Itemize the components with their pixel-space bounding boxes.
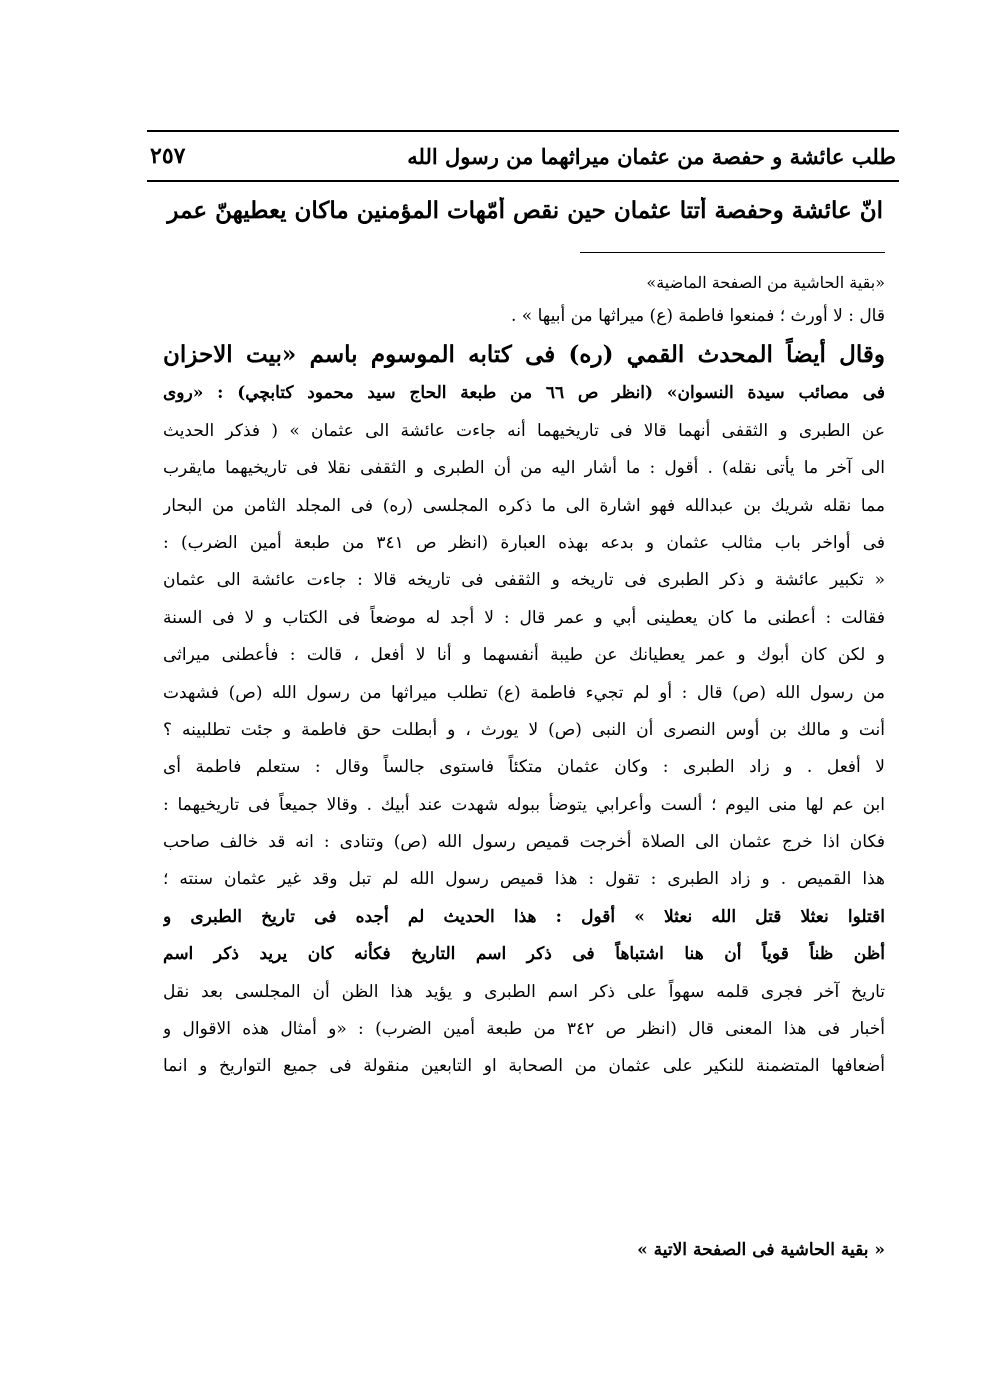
footnote-line: « تكبير عائشة و ذكر الطبرى فى تاريخه و الثقفى فى تاريخه قالا : جاءت عائشة الى عثمان — [163, 570, 885, 591]
footnote-line: فى أواخر باب مثالب عثمان و بدعه بهذه العبارة (انظر ص ٣٤١ من طبعة أمين الضرب) : — [163, 532, 885, 553]
footnote-line: تاريخ آخر فجرى قلمه سهواً على ذكر اسم الطبرى و يؤيد هذا الظن أن المجلسى بعد نقل — [163, 981, 885, 1002]
page-number: ٢٥٧ — [150, 143, 186, 169]
footnote-heading: «بقية الحاشية من الصفحة الماضية» — [646, 273, 885, 292]
footnote-line: مما نقله شريك بن عبدالله فهو اشارة الى ما ذكره المجلسى (ره) فى المجلد الثامن من البحار — [163, 495, 885, 516]
footnote-line: الى آخر ما يأتى نقله) . أقول : ما أشار اليه من أن الطبرى و الثقفى نقلا فى تاريخيهما مايقرب — [163, 458, 885, 479]
footnote-line: من رسول الله (ص) قال : أو لم تجيء فاطمة (ع) تطلب ميراثها من رسول الله (ص) فشهدت — [163, 682, 885, 703]
footnote-separator — [580, 252, 885, 253]
footnote-line: لا أفعل . و زاد الطبرى : وكان عثمان متكئاً فاستوى جالساً وقال : ستعلم فاطمة أى — [163, 757, 885, 778]
footnote-line: اقتلوا نعثلا قتل الله نعثلا » أقول : هذا الحديث لم أجده فى تاريخ الطبرى و — [163, 906, 885, 927]
header-top-rule — [147, 130, 899, 132]
running-title: طلب عائشة و حفصة من عثمان ميراثهما من رسول الله — [407, 143, 896, 169]
footnote-line: أخبار فى هذا المعنى قال (انظر ص ٣٤٢ من طبعة أمين الضرب) : «و أمثال هذه الاقوال و — [163, 1019, 885, 1040]
footnote-line: و لكن كان أبوك و عمر يعطيانك عن طيبة أنفسهما و أنا لا أفعل ، قالت : فأعطنى ميراثى — [163, 645, 885, 666]
footnote-continued-note: « بقية الحاشية فى الصفحة الاتية » — [637, 1240, 885, 1260]
footnote-line: أنت و مالك بن أوس النصرى أن النبى (ص) لا يورث ، و أبطلت حق فاطمة و جئت تطلبينه ؟ — [163, 719, 885, 740]
footnote-line: فقالت : أعطنى ما كان يعطينى أبي و عمر قال : لا أجد له موضعاً فى الكتاب و لا فى السنة — [163, 607, 885, 628]
footnote-line: قال : لا أورث ؛ فمنعوا فاطمة (ع) ميراثها من أبيها » . — [511, 306, 885, 326]
footnote-line: فى مصائب سيدة النسوان» (انظر ص ٦٦ من طبعة الحاج سيد محمود كتابچي) : «روى — [163, 383, 885, 404]
footnote-line: عن الطبرى و الثقفى أنهما قالا فى تاريخيهما أنه جاءت عائشة الى عثمان » ( فذكر الحديث — [163, 420, 885, 441]
footnote-line: أضعافها المتضمنة للنكير على عثمان من الصحابة او التابعين منقولة فى جميع التواريخ و انما — [163, 1056, 885, 1077]
page-header — [150, 136, 896, 176]
footnote-line: أظن ظناً قوياً أن هنا اشتباهاً فى ذكر اسم التاريخ فكأنه كان يريد ذكر اسم — [163, 944, 885, 965]
footnote-line: هذا القميص . و زاد الطبرى : تقول : هذا قميص رسول الله لم تبل وقد غير عثمان سنته ؛ — [163, 869, 885, 890]
header-bottom-rule — [147, 180, 899, 182]
footnote-line: فكان اذا خرج عثمان الى الصلاة أخرجت قميص رسول الله (ص) وتنادى : انه قد خالف صاحب — [163, 832, 885, 853]
footnote-line: ابن عم لها منى اليوم ؛ ألست وأعرابي يتوضأ ببوله شهدت عند أبيك . وقالا جميعاً فى تاريخيهما : — [163, 794, 885, 815]
footnote-block — [163, 268, 885, 1086]
main-text-line: انّ عائشة وحفصة أتتا عثمان حين نقص أمّهات المؤمنين ماكان يعطيهنّ عمر — [167, 197, 883, 224]
footnote-line: وقال أيضاً المحدث القمي (ره) فى كتابه الموسوم باسم «بيت الاحزان — [163, 341, 885, 369]
